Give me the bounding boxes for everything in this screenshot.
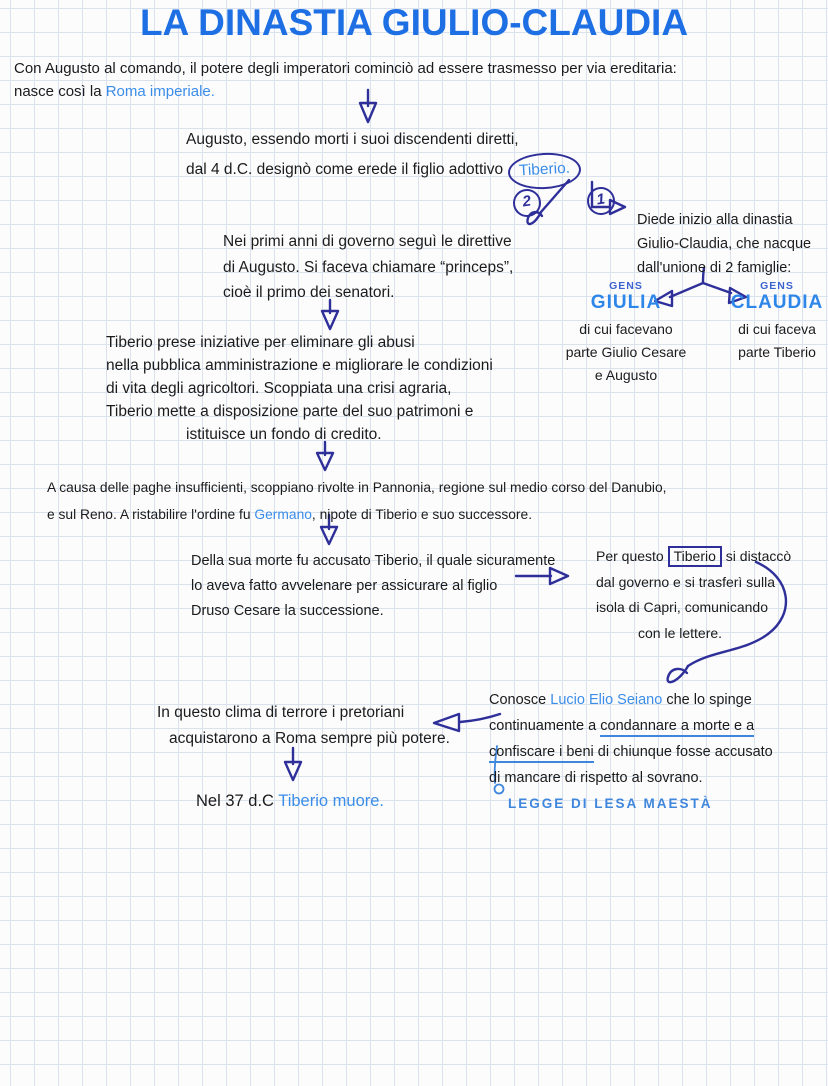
capri-line-4: con le lettere. — [638, 624, 723, 641]
seiano-line-1 — [489, 687, 773, 713]
finale-text: Nel 37 d.C — [196, 792, 279, 810]
seiano-block — [489, 687, 773, 791]
iniziative-block — [106, 331, 493, 446]
seiano-line-1-tail: che lo spinge — [662, 692, 752, 708]
legge-label: LEGGE DI LESA MAESTÀ — [508, 796, 713, 811]
augusto-line-1: Augusto, essendo morti i suoi discendenti diretti, — [186, 131, 519, 148]
morte-block — [191, 549, 555, 624]
iniziative-line-1: Tiberio prese iniziative per eliminare gli abusi — [106, 334, 415, 351]
highlight-tiberio-muore: Tiberio muore. — [278, 792, 385, 810]
paghe-block — [47, 474, 666, 528]
gens-claudia-label: GENS — [760, 280, 794, 292]
capri-line-3: isola di Capri, comunicando — [596, 599, 768, 615]
branch-number-1: 1 — [585, 185, 617, 217]
intro-paragraph — [14, 57, 677, 103]
highlight-lucio-elio-seiano: Lucio Elio Seiano — [550, 692, 663, 708]
gens-giulia-column — [552, 280, 700, 387]
gens-giulia-label: GENS — [609, 280, 643, 292]
pretoriani-block — [157, 700, 450, 752]
down-arrow-icon — [317, 442, 333, 470]
capri-line-1-text: Per questo — [596, 548, 668, 564]
paghe-line-2-tail: , nipote di Tiberio e suo successore. — [311, 507, 533, 522]
boxed-tiberio: Tiberio — [668, 546, 722, 567]
intro-line-2-text: nasce così la — [14, 83, 106, 100]
morte-line-2: lo aveva fatto avvelenare per assicurare al figlio — [191, 578, 498, 594]
augusto-line-2-text: dal 4 d.C. designò come erede il figlio adottivo — [186, 161, 504, 178]
capri-line-1 — [596, 544, 791, 570]
gens-claudia-name: CLAUDIA — [730, 292, 824, 313]
highlight-germano: Germano — [254, 507, 312, 522]
dinastia-line-2: Giulio-Claudia, che nacque — [637, 236, 812, 252]
intro-line-1: Con Augusto al comando, il potere degli imperatori cominciò ad essere trasmesso per via ereditaria: — [14, 60, 677, 77]
princeps-block — [223, 229, 513, 306]
gens-claudia-desc — [703, 318, 828, 364]
capri-line-1-tail: si distaccò — [721, 548, 792, 564]
dinastia-line-1: Diede inizio alla dinastia — [637, 212, 793, 228]
iniziative-line-5: istituisce un fondo di credito. — [186, 426, 382, 443]
down-arrow-icon — [285, 748, 301, 780]
morte-line-3: Druso Cesare la successione. — [191, 603, 384, 619]
finale-line — [196, 792, 384, 811]
gens-giulia-desc-1: di cui facevano — [579, 321, 673, 337]
underlined-condannare: condannare a morte e a — [600, 718, 754, 737]
page-title: LA DINASTIA GIULIO-CLAUDIA — [139, 2, 689, 43]
iniziative-line-4: Tiberio mette a disposizione parte del suo patrimoni e — [106, 403, 474, 420]
gens-claudia-desc-2: parte Tiberio — [738, 344, 816, 360]
dinastia-block — [637, 208, 811, 280]
seiano-line-4: di mancare di rispetto al sovrano. — [489, 770, 703, 786]
gens-claudia-desc-1: di cui faceva — [738, 321, 816, 337]
gens-giulia-desc-2: parte Giulio Cesare — [565, 344, 687, 360]
augusto-block — [186, 127, 581, 189]
paghe-line-2 — [47, 501, 666, 528]
capri-block — [596, 544, 791, 646]
gens-giulia-name: GIULIA — [590, 292, 662, 313]
iniziative-line-2: nella pubblica amministrazione e migliorare le condizioni — [106, 357, 493, 374]
paghe-line-2-text: e sul Reno. A ristabilire l'ordine fu — [47, 507, 255, 522]
gens-giulia-desc — [552, 318, 700, 387]
branch-number-2: 2 — [511, 187, 543, 219]
princeps-line-1: Nei primi anni di governo seguì le direttive — [223, 233, 512, 250]
dinastia-line-3: dall'unione di 2 famiglie: — [637, 260, 792, 276]
paghe-line-1: A causa delle paghe insufficienti, scoppiano rivolte in Pannonia, regione sul medio corso del Danubio, — [47, 480, 667, 495]
morte-line-1: Della sua morte fu accusato Tiberio, il quale sicuramente — [191, 553, 556, 569]
iniziative-line-3: di vita degli agricoltori. Scoppiata una crisi agraria, — [106, 380, 452, 397]
highlight-roma-imperiale: Roma imperiale. — [105, 83, 215, 100]
underlined-confiscare: confiscare i beni — [489, 744, 594, 763]
princeps-line-3: cioè il primo dei senatori. — [223, 284, 395, 301]
princeps-line-2: di Augusto. Si faceva chiamare “princeps”, — [223, 258, 514, 276]
seiano-line-2-text: continuamente a — [489, 718, 601, 734]
seiano-line-1-text: Conosce — [489, 692, 551, 708]
gens-giulia-desc-3: e Augusto — [594, 367, 658, 383]
capri-line-2: dal governo e si trasferì sulla — [596, 573, 775, 590]
augusto-line-2 — [186, 153, 581, 189]
seiano-line-2 — [489, 713, 773, 739]
seiano-line-3 — [489, 739, 773, 765]
circled-tiberio: Tiberio. — [507, 151, 582, 191]
seiano-line-3-tail: di chiunque fosse accusato — [593, 744, 773, 760]
pretoriani-line-2: acquistarono a Roma sempre più potere. — [169, 730, 450, 747]
intro-line-2 — [14, 80, 677, 103]
pretoriani-line-1: In questo clima di terrore i pretoriani — [157, 704, 405, 721]
gens-claudia-column — [703, 280, 828, 364]
